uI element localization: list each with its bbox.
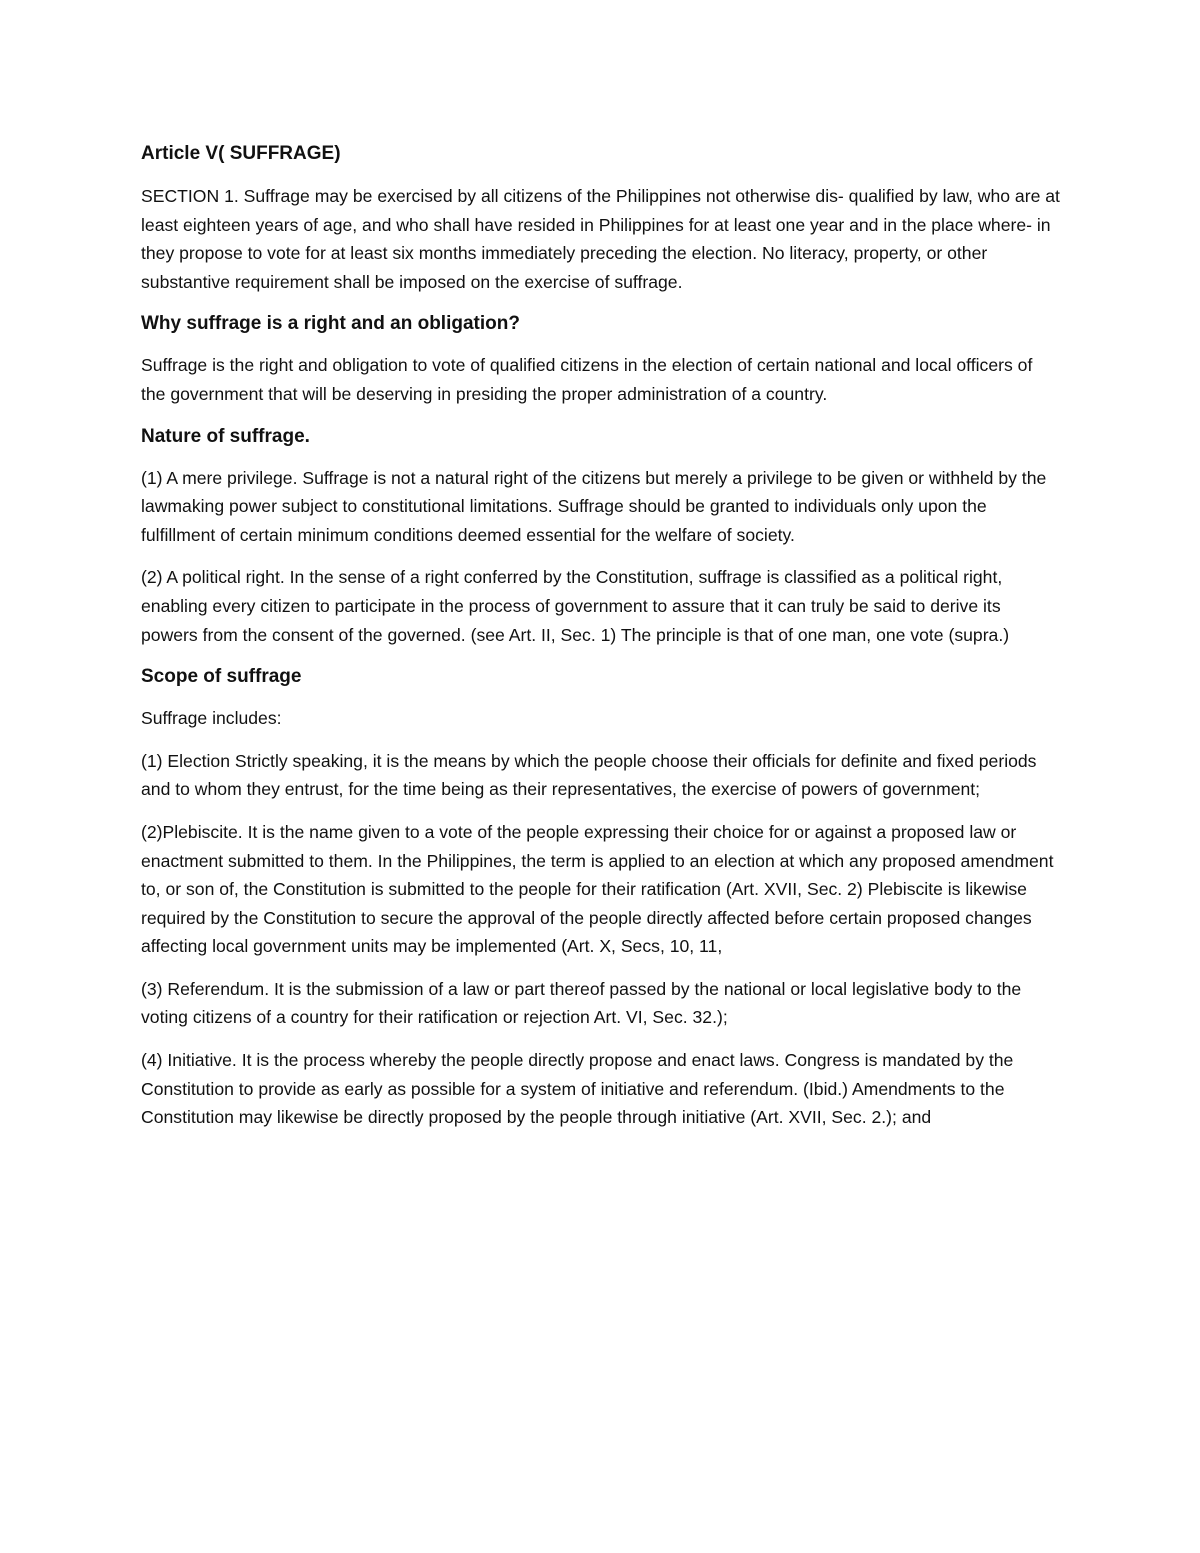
heading-nature-of-suffrage: Nature of suffrage. <box>141 425 310 447</box>
document-title: Article V( SUFFRAGE) <box>141 143 341 164</box>
paragraph-section-1: SECTION 1. Suffrage may be exercised by all citizens of the Philippines not otherwise dis- qualified by law, who are at least eighteen years of age, and who shall have resided in Philippines for at least one year and in the place where- in they propose to vote for at least six months immediately preceding the election. No literacy, property, or other substantive requirement shall be imposed on the exercise of suffrage. <box>141 186 1060 292</box>
heading-scope-of-suffrage: Scope of suffrage <box>141 666 302 688</box>
document-page <box>141 140 1061 1146</box>
paragraph-mere-privilege: (1) A mere privilege. Suffrage is not a natural right of the citizens but merely a privilege to be given or withheld by the lawmaking power subject to constitutional limitations. Suffrage should be granted to individuals only upon the fulfillment of certain minimum conditions deemed essential for the welfare of society. <box>141 467 1047 545</box>
paragraph-referendum: (3) Referendum. It is the submission of a law or part thereof passed by the national or local legislative body to the voting citizens of a country for their ratification or rejection Art. VI, Sec. 32.); <box>141 978 1022 1028</box>
paragraph-suffrage-includes: Suffrage includes: <box>141 708 282 729</box>
paragraph-political-right: (2) A political right. In the sense of a right conferred by the Constitution, suffrage is classified as a political right, enabling every citizen to participate in the process of government to assure that it can truly be said to derive its powers from the consent of the governed. (see Art. II, Sec. 1) The principle is that of one man, one vote (supra.) <box>141 567 1010 645</box>
paragraph-election: (1) Election Strictly speaking, it is the means by which the people choose their officials for definite and fixed periods and to whom they entrust, for the time being as their representatives, the exercise of powers of government; <box>141 750 1037 800</box>
paragraph-initiative: (4) Initiative. It is the process whereby the people directly propose and enact laws. Congress is mandated by the Constitution to provide as early as possible for a system of initiative and referendum. (Ibid.) Amendments to the Constitution may likewise be directly proposed by the people through initiative (Art. XVII, Sec. 2.); and <box>141 1050 1014 1128</box>
paragraph-plebiscite: (2)Plebiscite. It is the name given to a vote of the people expressing their choice for or against a proposed law or enactment submitted to them. In the Philippines, the term is applied to an election at which any proposed amendment to, or son of, the Constitution is submitted to the people for their ratification (Art. XVII, Sec. 2) Plebiscite is likewise required by the Constitution to secure the approval of the people directly affected before certain proposed changes affecting local government units may be implemented (Art. X, Secs, 10, 11, <box>141 821 1054 957</box>
paragraph-right-obligation: Suffrage is the right and obligation to vote of qualified citizens in the election of certain national and local officers of the government that will be deserving in presiding the proper administration of a country. <box>141 355 1033 404</box>
heading-why-suffrage: Why suffrage is a right and an obligation? <box>141 313 520 335</box>
